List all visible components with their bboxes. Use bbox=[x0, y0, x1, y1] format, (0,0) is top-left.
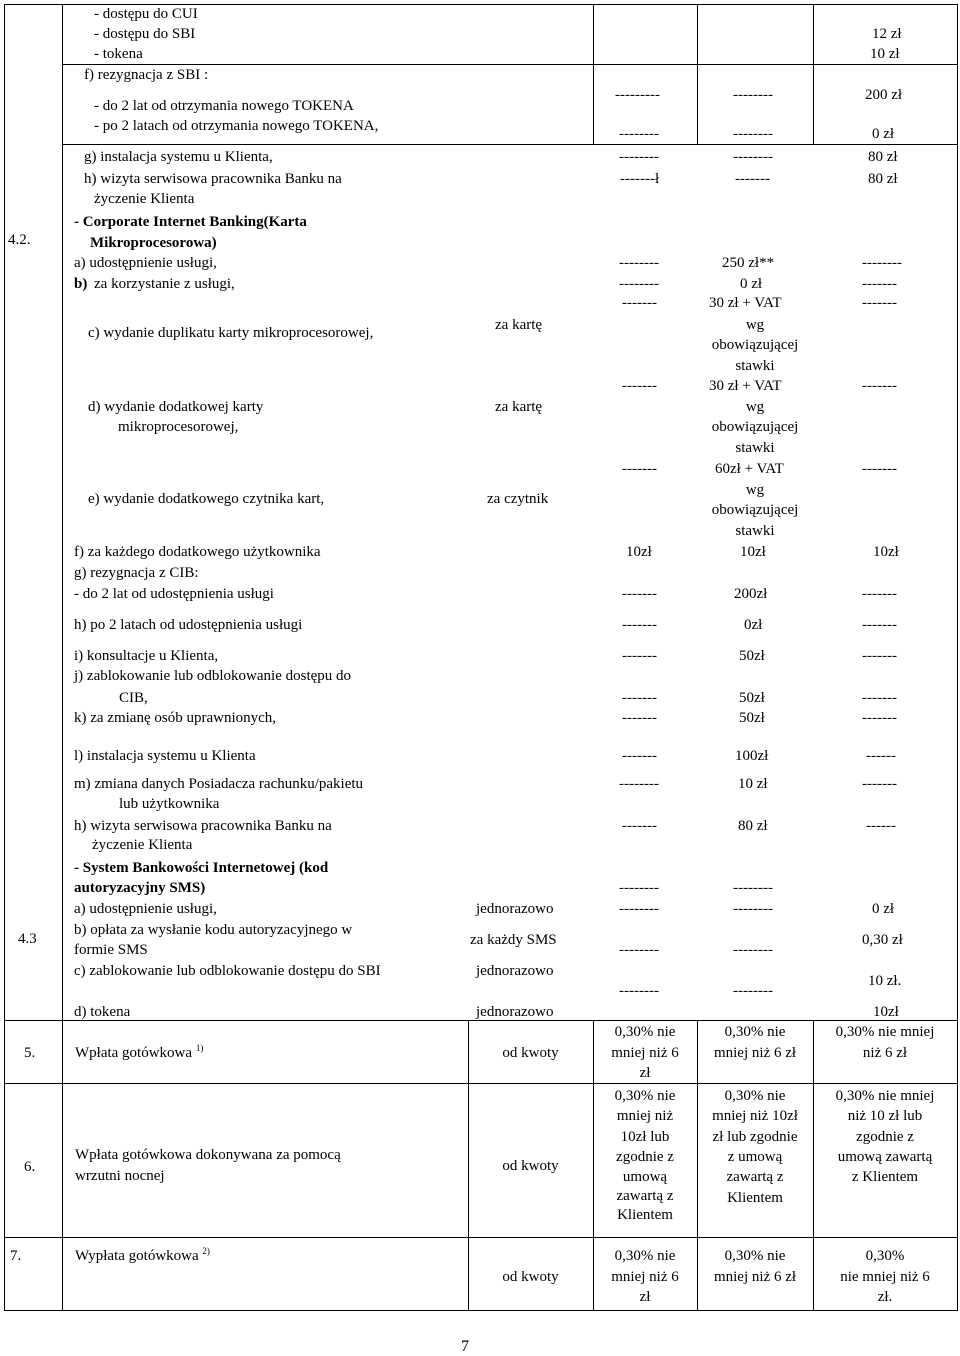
cash-deposit-c1-l1: 0,30% nie bbox=[614, 1024, 676, 1040]
dash-cell: -------- bbox=[733, 942, 773, 958]
page-number: 7 bbox=[461, 1338, 469, 1355]
sms-c-value: 10 zł. bbox=[868, 973, 902, 989]
dash-cell: -------- bbox=[619, 126, 659, 142]
cash-deposit-c3-l2: niż 6 zł bbox=[862, 1045, 908, 1061]
dash-cell: -------- bbox=[619, 983, 659, 999]
service-visit-label-2: życzenie Klienta bbox=[94, 191, 195, 207]
night-deposit-label-2: wrzutni nocnej bbox=[75, 1168, 165, 1184]
dash-cell: -------- bbox=[619, 276, 659, 292]
install-value: 80 zł bbox=[868, 149, 898, 165]
cash-deposit-c3-l1: 0,30% nie mniej bbox=[835, 1024, 935, 1040]
vat-wg: wg bbox=[745, 317, 765, 333]
sbi-resignation-title: f) rezygnacja z SBI : bbox=[84, 67, 209, 83]
cash-deposit-label: Wpłata gotówkowa $^{1)}$ bbox=[75, 1043, 204, 1061]
vat-wg: wg bbox=[745, 399, 765, 415]
section-number-7: 7. bbox=[10, 1248, 22, 1264]
dash-cell: -------- bbox=[862, 255, 902, 271]
cib-g-value: 200zł bbox=[734, 586, 768, 602]
dash-cell: ------- bbox=[622, 295, 657, 311]
dash-cell: ------- bbox=[622, 748, 657, 764]
cash-withdrawal-c3-l2: nie mniej niż 6 bbox=[840, 1269, 930, 1285]
night-deposit-c3-l5: z Klientem bbox=[851, 1169, 919, 1185]
sms-d-value: 10zł bbox=[873, 1004, 899, 1020]
night-deposit-c1-l5: umową bbox=[622, 1169, 668, 1185]
cib-b-letter: b) bbox=[74, 276, 88, 292]
dash-cell: ------- bbox=[622, 818, 657, 834]
night-deposit-c2-l3: zł lub zgodnie bbox=[712, 1129, 798, 1145]
dash-cell: ------ bbox=[866, 818, 896, 834]
cib-f-value-3: 10zł bbox=[873, 544, 899, 560]
sbi-resignation-under-2y: - do 2 lat od otrzymania nowego TOKENA bbox=[94, 98, 354, 114]
cib-visit-label: h) wizyta serwisowa pracownika Banku na bbox=[74, 818, 332, 834]
night-deposit-c3-l3: zgodnie z bbox=[856, 1129, 914, 1145]
night-deposit-c2-l5: zawartą z bbox=[726, 1169, 784, 1185]
cib-j-value: 50zł bbox=[739, 690, 765, 706]
cib-d-value: 30 zł + VAT bbox=[709, 378, 782, 394]
cib-e-label: e) wydanie dodatkowego czytnika kart, bbox=[88, 491, 325, 507]
dash-cell: --------- bbox=[615, 87, 660, 103]
access-cui-value: 12 zł bbox=[872, 26, 902, 42]
night-deposit-c1-l3: 10zł lub bbox=[620, 1129, 670, 1145]
dash-cell: -------- bbox=[619, 149, 659, 165]
cib-visit-label-2: życzenie Klienta bbox=[92, 837, 193, 853]
night-deposit-c2-l1: 0,30% nie bbox=[724, 1088, 786, 1104]
dash-cell: -------- bbox=[619, 942, 659, 958]
sms-b-value: 0,30 zł bbox=[862, 932, 903, 948]
access-cui-label: - dostępu do CUI bbox=[94, 6, 198, 22]
sms-c-label: c) zablokowanie lub odblokowanie dostępu do SBI bbox=[74, 963, 381, 979]
cash-deposit-c2-l1: 0,30% nie bbox=[724, 1024, 786, 1040]
night-deposit-c1-l2: mniej niż bbox=[616, 1108, 674, 1124]
dash-cell: -------- bbox=[619, 880, 659, 896]
cib-d-unit: za kartę bbox=[495, 399, 543, 415]
section-number-5: 5. bbox=[24, 1045, 36, 1061]
cib-i-label: i) konsultacje u Klienta, bbox=[74, 648, 219, 664]
cib-d-label-2: mikroprocesorowej, bbox=[118, 419, 239, 435]
dash-cell: ------- bbox=[735, 171, 770, 187]
sms-a-label: a) udostępnienie usługi, bbox=[74, 901, 217, 917]
dash-cell: ------- bbox=[862, 378, 897, 394]
night-deposit-c3-l2: niż 10 zł lub bbox=[847, 1108, 923, 1124]
dash-cell: -------- bbox=[619, 255, 659, 271]
night-deposit-c1-l1: 0,30% nie bbox=[614, 1088, 676, 1104]
access-token-label: - tokena bbox=[94, 46, 143, 62]
cash-withdrawal-c3-l1: 0,30% bbox=[865, 1248, 905, 1264]
section-number-4-2: 4.2. bbox=[8, 232, 31, 248]
access-sbi-label: - dostępu do SBI bbox=[94, 26, 196, 42]
vat-stawki: stawki bbox=[735, 358, 775, 374]
cib-l-label: l) instalacja systemu u Klienta bbox=[74, 748, 256, 764]
cib-k-value: 50zł bbox=[739, 710, 765, 726]
cash-withdrawal-c2-l1: 0,30% nie bbox=[724, 1248, 786, 1264]
cash-deposit-c2-l2: mniej niż 6 zł bbox=[713, 1045, 797, 1061]
dash-cell: -------- bbox=[733, 983, 773, 999]
cash-deposit-unit: od kwoty bbox=[502, 1045, 559, 1061]
sms-b-label: b) opłata za wysłanie kodu autoryzacyjnego w bbox=[74, 922, 353, 938]
cib-j-label: j) zablokowanie lub odblokowanie dostępu do bbox=[74, 668, 352, 684]
dash-cell: -------- bbox=[733, 901, 773, 917]
cash-withdrawal-label: Wypłata gotówkowa $^{2)}$ bbox=[75, 1246, 210, 1264]
cash-withdrawal-c1-l1: 0,30% nie bbox=[614, 1248, 676, 1264]
dash-cell: -------- bbox=[733, 149, 773, 165]
cib-l-value: 100zł bbox=[735, 748, 769, 764]
cib-a-label: a) udostępnienie usługi, bbox=[74, 255, 217, 271]
cash-withdrawal-c1-l3: zł bbox=[639, 1289, 651, 1305]
dash-cell: ------- bbox=[622, 586, 657, 602]
dash-cell: -------- bbox=[619, 776, 659, 792]
cib-c-value: 30 zł + VAT bbox=[709, 295, 782, 311]
cib-f-value-2: 10zł bbox=[740, 544, 766, 560]
night-deposit-c2-l4: z umową bbox=[727, 1149, 783, 1165]
cib-h-value: 0zł bbox=[744, 617, 763, 633]
cib-g-label: g) rezygnacja z CIB: bbox=[74, 565, 199, 581]
cib-f-value-1: 10zł bbox=[626, 544, 652, 560]
service-visit-label: h) wizyta serwisowa pracownika Banku na bbox=[84, 171, 342, 187]
vat-stawki: stawki bbox=[735, 440, 775, 456]
sbi-resignation-after-2y: - po 2 latach od otrzymania nowego TOKENA, bbox=[94, 118, 379, 134]
dash-cell: ------- bbox=[862, 617, 897, 633]
dash-cell: -------ł bbox=[620, 171, 660, 187]
cash-withdrawal-unit: od kwoty bbox=[502, 1269, 559, 1285]
dash-cell: ------- bbox=[622, 710, 657, 726]
cib-title-2: Mikroprocesorowa) bbox=[90, 235, 217, 251]
sms-title: - System Bankowości Internetowej (kod bbox=[74, 860, 329, 876]
cib-c-unit: za kartę bbox=[495, 317, 543, 333]
night-deposit-c3-l1: 0,30% nie mniej bbox=[835, 1088, 935, 1104]
service-visit-value: 80 zł bbox=[868, 171, 898, 187]
cib-h-label: h) po 2 latach od udostępnienia usługi bbox=[74, 617, 303, 633]
dash-cell: ------- bbox=[862, 690, 897, 706]
night-deposit-c1-l7: Klientem bbox=[617, 1207, 673, 1223]
dash-cell: ------- bbox=[862, 710, 897, 726]
cash-deposit-c1-l2: mniej niż 6 bbox=[611, 1045, 679, 1061]
dash-cell: -------- bbox=[733, 880, 773, 896]
night-deposit-label: Wpłata gotówkowa dokonywana za pomocą bbox=[75, 1147, 341, 1163]
cib-m-value: 10 zł bbox=[738, 776, 768, 792]
night-deposit-unit: od kwoty bbox=[502, 1158, 559, 1174]
section-number-4-3: 4.3 bbox=[18, 931, 37, 947]
sms-title-2: autoryzacyjny SMS) bbox=[74, 880, 206, 896]
dash-cell: ------ bbox=[866, 748, 896, 764]
sms-c-unit: jednorazowo bbox=[476, 963, 554, 979]
sbi-resignation-after-2y-value: 0 zł bbox=[872, 126, 895, 142]
dash-cell: ------- bbox=[622, 690, 657, 706]
dash-cell: -------- bbox=[733, 126, 773, 142]
dash-cell: ------- bbox=[622, 378, 657, 394]
cib-j-label-2: CIB, bbox=[119, 690, 148, 706]
cash-withdrawal-c3-l3: zł. bbox=[877, 1289, 893, 1305]
sms-d-unit: jednorazowo bbox=[476, 1004, 554, 1020]
dash-cell: ------- bbox=[622, 617, 657, 633]
night-deposit-c1-l4: zgodnie z bbox=[616, 1149, 674, 1165]
sms-b-unit: za każdy SMS bbox=[470, 932, 557, 948]
night-deposit-c3-l4: umową zawartą bbox=[837, 1149, 933, 1165]
cib-f-label: f) za każdego dodatkowego użytkownika bbox=[74, 544, 321, 560]
cib-title: - Corporate Internet Banking(Karta bbox=[74, 214, 307, 230]
cib-b-value: 0 zł bbox=[740, 276, 763, 292]
install-label: g) instalacja systemu u Klienta, bbox=[84, 149, 273, 165]
dash-cell: ------- bbox=[862, 295, 897, 311]
dash-cell: -------- bbox=[733, 87, 773, 103]
cash-withdrawal-c1-l2: mniej niż 6 bbox=[611, 1269, 679, 1285]
cib-b-label: za korzystanie z usługi, bbox=[94, 276, 235, 292]
cib-m-label-2: lub użytkownika bbox=[119, 796, 220, 812]
sms-a-value: 0 zł bbox=[872, 901, 895, 917]
sbi-resignation-under-2y-value: 200 zł bbox=[865, 87, 903, 103]
cib-g-label-2: - do 2 lat od udostępnienia usługi bbox=[74, 586, 274, 602]
dash-cell: ------- bbox=[862, 276, 897, 292]
cash-withdrawal-c2-l2: mniej niż 6 zł bbox=[713, 1269, 797, 1285]
sms-d-label: d) tokena bbox=[74, 1004, 131, 1020]
dash-cell: ------- bbox=[862, 461, 897, 477]
vat-obow: obowiązującej bbox=[711, 419, 799, 435]
cash-deposit-c1-l3: zł bbox=[639, 1065, 651, 1081]
vat-stawki: stawki bbox=[735, 523, 775, 539]
dash-cell: ------- bbox=[622, 648, 657, 664]
sms-a-unit: jednorazowo bbox=[476, 901, 554, 917]
night-deposit-c2-l2: mniej niż 10zł bbox=[712, 1108, 798, 1124]
sms-b-label-2: formie SMS bbox=[74, 942, 148, 958]
night-deposit-c1-l6: zawartą z bbox=[616, 1188, 674, 1204]
dash-cell: ------- bbox=[622, 461, 657, 477]
vat-obow: obowiązującej bbox=[711, 337, 799, 353]
cib-e-value: 60zł + VAT bbox=[715, 461, 784, 477]
section-number-6: 6. bbox=[24, 1159, 36, 1175]
dash-cell: ------- bbox=[862, 648, 897, 664]
vat-obow: obowiązującej bbox=[711, 502, 799, 518]
cib-c-label: c) wydanie duplikatu karty mikroprocesorowej, bbox=[88, 325, 374, 341]
cib-i-value: 50zł bbox=[739, 648, 765, 664]
cib-e-unit: za czytnik bbox=[487, 491, 549, 507]
cib-a-value: 250 zł** bbox=[722, 255, 775, 271]
night-deposit-c2-l6: Klientem bbox=[727, 1190, 783, 1206]
cib-visit-value: 80 zł bbox=[738, 818, 768, 834]
cib-m-label: m) zmiana danych Posiadacza rachunku/pakietu bbox=[74, 776, 364, 792]
access-token-value: 10 zł bbox=[870, 46, 900, 62]
dash-cell: ------- bbox=[862, 586, 897, 602]
vat-wg: wg bbox=[745, 482, 765, 498]
dash-cell: ------- bbox=[862, 776, 897, 792]
dash-cell: -------- bbox=[619, 901, 659, 917]
cib-k-label: k) za zmianę osób uprawnionych, bbox=[74, 710, 277, 726]
cib-d-label: d) wydanie dodatkowej karty bbox=[88, 399, 264, 415]
